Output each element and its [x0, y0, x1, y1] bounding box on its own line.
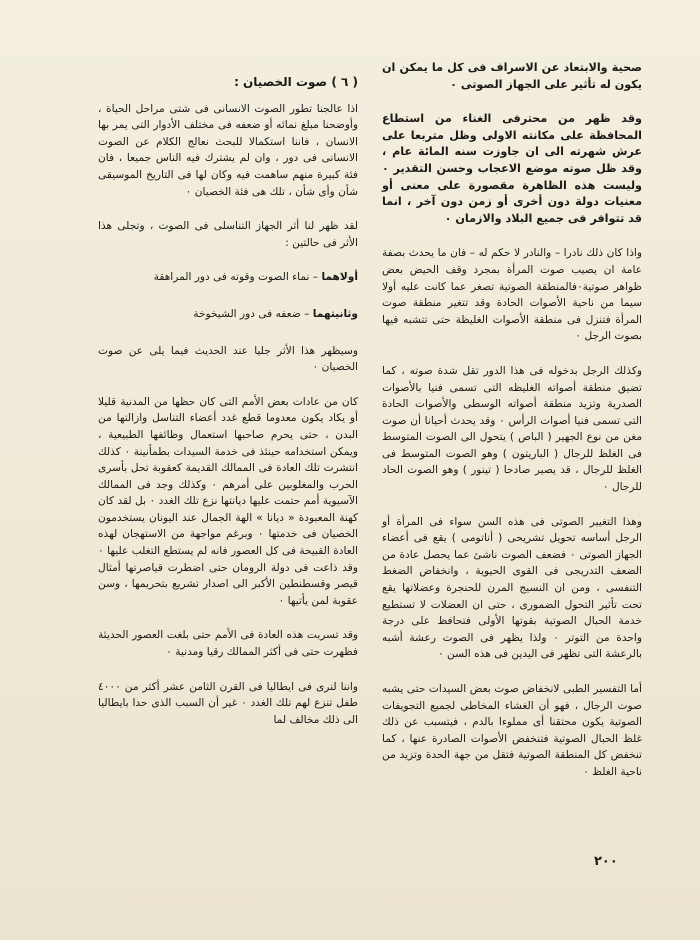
paragraph: كان من عادات بعض الأمم التى كان حظها من المدنية قليلا أو يكاد يكون معدوما قطع غدد أعضاء التناسل وازالتها من البدن ، حتى يحرم صاحبها استعمال وظائفها الطبيعية ، ويمكن استخدامه حينئذ فى خدمة السيدات بطمأنينة ٠ كذلك انتشرت تلك العادة فى الممالك القديمة كعقوبة تحل بأسرى الحرب والمغلوبين على أمرهم ٠ وكذلك وجد فى الممالك الآسيوية أمم حتمت عليها ديانتها نزع تلك الغدد ٠ بل لقد كان كهنة المعبودة « ديانا » الهة الجمال عند اليونان يستخدمون الخصيان فى خدمتها ٠ وبرغم مواجهة من الاستهجان لهذه العادة القبيحة فى كل العصور فانه لم يستطع التغلب عليها ٠ وقد ذاعت فى دولة الرومان حتى اضطرت قياصرتها أمثال قيصر وقسطنطين الأكبر الى اصدار تشريع بتحريمها ، وسن عقوبة لمن يأتيها ٠ — [98, 395, 358, 607]
list-item — [98, 306, 358, 323]
paragraph: وهذا التغيير الصوتى فى هذه السن سواء فى المرأة أو الرجل أساسه تحويل تشريحى ( أناتومى ) يقع فى أعضاء الجهاز الصوتى ٠ فضعف الصوت ناشئ عما يحصل عادة من الضعف التدريجى فى القوى الحيوية ، وانخفاض الضغط التنفسى ، ومن ان النسيج المرن للحنجرة وعضلاتها يقع تحت تأثير التحول الضمورى ، حتى ان العضلات لا تستطيع خدمة الحبال الصوتية بقوتها الأولى فتحافظ على درجة واحدة من التوتر ٠ ولذا يظهر فى الصوت رعشة أشبه بالرعشة التى تظهر فى اليدين فى هذه السن ٠ — [382, 515, 642, 661]
paragraph: وقد تسربت هذه العادة فى الأمم حتى بلغت العصور الحديثة فظهرت حتى فى أكثر الممالك رقيا ومدنية ٠ — [98, 629, 358, 659]
item-label: أولاهما — [321, 271, 358, 284]
left-text-column — [98, 60, 358, 746]
section-heading: ( ٦ ) صوت الخصيان : — [234, 75, 358, 89]
list-item — [98, 269, 358, 286]
paragraph: أما التفسير الطبى لانخفاض صوت بعض السيدات حتى يشبه صوت الرجال ، فهو أن الغشاء المخاطى لجميع التجويفات الصوتية يكون محتقنا أى مملوءا بالدم ، فيتسبب عن ذلك غلظ الحبال الصوتية فتنخفض الأصوات الصادرة عنها ، كما تنخفض كل المنطقة الصوتية فتقل من جهة الحدة وتزيد من ناحية الغلظ ٠ — [382, 683, 642, 778]
paragraph: وقد ظهر من محترفى الغناء من استطاع المحافظة على مكانته الاولى وظل متربعا على عرش شهرته الى ان جاوزت سنه المائة عام ، وقد ظل صوته موضع الاعجاب وحسن التقدير ٠ وليست هذه الظاهرة مقصورة على معنى أو معنيات دولة دون أخرى أو زمن دون آخر ، انما قد تتوافر فى جميع البلاد والازمان ٠ — [382, 112, 642, 225]
paragraph: لقد ظهر لنا أثر الجهاز التناسلى فى الصوت ، وتجلى هذا الأثر فى حالتين : — [98, 220, 358, 249]
item-text: – ضعفه فى دور الشيخوخة — [193, 307, 313, 320]
paragraph: وكذلك الرجل بدخوله فى هذا الدور تقل شدة صوته ، كما تضيق منطقة أصواته الغليظه التى تسمى فنيا بالأصوات الصدرية وتزيد منطقة أصواته الوسطى والأصوات الحادة التى تسمى فنيا أصوات الرأس ٠ وقد يحدث أحيانا أن صوت مغن من نوع الجهير ( الباص ) يتحول الى الصوت المتوسط فى الغلظ للرجال ( الباريتون ) وهو الصوت المتوسط فى الغلظ للرجال ، قد يصير صادحا ( تينور ) وهو الصوت الحاد للرجال ٠ — [382, 364, 642, 494]
item-label: وثانيتهما — [312, 307, 358, 320]
item-text: – نماء الصوت وقوته فى دور المراهقة — [153, 271, 322, 284]
paragraph: واذا كان ذلك نادرا – والنادر لا حكم له – فان ما يحدث بصفة عامة ان يصيب صوت المرأة بمجرد وقف الحيض بعض ظواهر صوتية٠فالمنطقة الصوتية تصغر عما كانت عليه أولا سيما من ناحية الأصوات الحادة وقد تتغير منطقة صوت المرأة فتنزل فى منطقة الأصوات الغليظة حتى تتشبه فيها بصوت الرجل ٠ — [382, 247, 642, 343]
paragraph: وسيظهر هذا الأثر جليا عند الحديث فيما يلى عن صوت الخصيان ٠ — [98, 344, 358, 374]
paragraph: اذا عالجنا تطور الصوت الانسانى فى شتى مراحل الحياة ، وأوضحنا مبلغ نمائه أو ضعفه فى مختلف الأدوار التى يمر بها الانسان ، فاننا استكمالا للبحث نعالج الكلام عن الصوت الانسانى فى دور ، وان لم يشترك فيه الناس جميعا ، فان فئة كبيرة منهم ساهمت فيه وكان لها فى التاريخ الموسيقى شأن وأى شأن ، تلك هى فئة الخصيان ٠ — [98, 102, 358, 198]
page-number: ٢٠٠ — [594, 854, 618, 869]
paragraph: واننا لنرى فى ايطاليا فى القرن الثامن عشر أكثر من ٤٠٠٠ طفل تنزع لهم تلك الغدد ٠ غير أن السبب الذى حدا بايطاليا الى ذلك مخالف لما — [98, 680, 358, 726]
right-text-column — [382, 60, 642, 799]
paragraph: صحية والابتعاد عن الاسراف فى كل ما يمكن ان يكون له تأثير على الجهاز الصوتى ٠ — [382, 61, 642, 91]
